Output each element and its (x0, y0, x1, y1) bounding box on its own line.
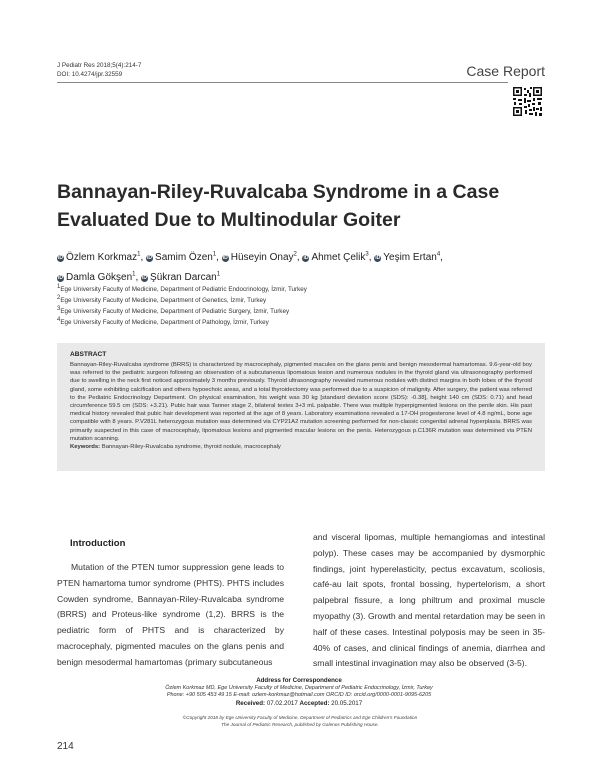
orcid-icon[interactable]: iD (222, 255, 228, 262)
orcid-icon[interactable]: iD (58, 255, 63, 262)
journal-meta (57, 61, 141, 79)
correspondence-heading: Address for Correspondence (256, 677, 342, 684)
keywords (70, 443, 532, 451)
affiliation: $^1$Ege University Faculty of Medicine, Department of Pediatric Endocrinology, İzmir, Turkey (57, 284, 307, 294)
affiliation: $^3$Ege University Faculty of Medicine, Department of Pediatric Surgery, İzmir, Turkey (57, 306, 290, 316)
author[interactable]: iD Damla Gökşen$^1$, (58, 271, 139, 283)
keywords-text: Bannayan-Riley-Ruvalcaba syndrome, thyroid nodule, macrocephaly (101, 444, 281, 451)
qr-code-icon (512, 86, 543, 117)
section-heading-introduction: Introduction (70, 538, 126, 549)
article-dates (149, 700, 449, 708)
page-number: 214 (57, 741, 74, 752)
author[interactable]: iD Ahmet Çelik$^3$, (303, 252, 372, 264)
received-date: 07.02.2017 (266, 699, 298, 707)
correspondence-block (149, 677, 449, 707)
header-divider (57, 82, 508, 83)
abstract-heading: ABSTRACT (70, 351, 107, 358)
orcid-icon[interactable]: iD (303, 255, 309, 262)
copyright-line-2: The Journal of Pediatric Research, published by Galenos Publishing House. (221, 722, 379, 727)
abstract-box (57, 343, 545, 471)
journal-reference: J Pediatr Res 2018;5(4):214-7 (57, 62, 142, 69)
orcid-icon[interactable]: iD (147, 255, 153, 262)
author[interactable]: iD Özlem Korkmaz$^1$, (58, 252, 144, 264)
received-label: Received: (235, 699, 266, 707)
author[interactable]: iD Şükran Darcan$^1$ (142, 271, 221, 283)
affiliation: $^2$Ege University Faculty of Medicine, Department of Genetics, İzmir, Turkey (57, 295, 267, 305)
accepted-date: 20.05.2017 (331, 699, 363, 707)
affiliations (57, 283, 307, 327)
orcid-icon[interactable]: iD (142, 274, 148, 281)
doi[interactable]: DOI: 10.4274/jpr.32559 (57, 71, 123, 78)
author[interactable]: iD Yeşim Ertan$^4$, (375, 252, 443, 264)
title-line-2: Evaluated Due to Multinodular Goiter (57, 209, 401, 231)
orcid-icon[interactable]: iD (375, 255, 381, 262)
copyright-line-1: ©Copyright 2018 by Ege University Faculty of Medicine, Department of Pediatrics and Ege Children's Foundation (182, 715, 418, 720)
copyright-notice (140, 714, 460, 728)
author-list (57, 247, 527, 286)
correspondence-author: Özlem Korkmaz MD, Ege University Faculty of Medicine, Department of Pediatric Endocrinology, İzmir, Turkey (165, 684, 433, 691)
orcid-icon[interactable]: iD (58, 274, 63, 281)
author[interactable]: iD Hüseyin Onay$^2$, (222, 252, 300, 264)
abstract-text: Bannayan-Riley-Ruvalcaba syndrome (BRRS) is characterized by macrocephaly, pigmented macules on the glans penis and benign mesodermal hamartomas. 9.6-year-old boy was referred to the pediatric surgeon following an observation of a subcutaneous lipomatous lesion and numerous nodules in the thyroid gland via ultrasonography performed due to swelling in the neck first noticed approximately 3 months previously. Thyroid ultrasonography revealed numerous nodules with distinct margins in both lobes of the thyroid gland, some exhibiting calcification and others hypoechoic areas, and a total thyroidectomy was performed due to a suspicion of malignity. After surgery, the patient was referred to the Pediatric Endocrinology Department. On physical examination, his weight was 30 kg [standard deviation score (SDS): -0.38], height 140 cm (SDS: 0.71) and head circumference 59.5 cm (SDS: +3.21). Pubic hair was Tanner stage 2, bilateral testes 3+3 mL palpable. There was multiple hyperpigmented lesions on the penile skin. His past medical history revealed that pubic hair development was reported at the age of 8 years. Laboratory examinations revealed a 17-OH progesterone level of 4.8 ng/mL, bone age compatible with 8 years. P.V281L heterozygous mutation was determined via CYP21A2 mutation screening performed for non-classic congenital adrenal hyperplasia. BRRS was primarily suspected in this case of macrocephaly, lipomatous lesions and pigmented macular lesions on the penis. Heterozygous p.C136R mutation was determined via PTEN mutation scanning. (70, 362, 532, 442)
affiliation: $^4$Ege University Faculty of Medicine, Department of Pathology, İzmir, Turkey (57, 317, 269, 327)
body-text-right-column: and visceral lipomas, multiple hemangiomas and intestinal polyp). These cases may be accompanied by dysmorphic findings, joint hyperelasticity, pectus excavatum, scoliosis, café-au lait spots, frontal bossing, hypertelorism, a short palpebral fissure, a long philtrum and proximal muscle myopathy (3). Growth and mental retardation may be seen in half of these cases. Intestinal polyposis may be seen in 35-40% of cases, and clinical findings of anemia, diarrhea and small intestinal invagination may also be observed (3-5). (313, 532, 545, 669)
article-type-label: Case Report (466, 63, 545, 79)
author[interactable]: iD Samim Özen$^1$, (147, 252, 219, 264)
accepted-label: Accepted: (299, 699, 330, 707)
title-line-1: Bannayan-Riley-Ruvalcaba Syndrome in a Case (57, 181, 500, 203)
article-title (57, 178, 527, 234)
body-text-left-column: Mutation of the PTEN tumor suppression gene leads to PTEN hamartoma tumor syndrome (PHTS). PHTS includes Cowden syndrome, Bannayan-Riley-Ruvalcaba syndrome (BRRS) and Proteus-like syndrome (1,2). BRRS is the pediatric form of PHTS and is characterized by macrocephaly, pigmented macules on the glans penis and benign mesodermal hamartomas (primary subcutaneous (57, 562, 284, 667)
keywords-label: Keywords: (70, 444, 101, 451)
correspondence-contact: Phone: +90 505 453 49 15 E-mail: ozlem-korkmaz@hotmail.com ORCID ID: orcid.org/0000-0001-9095-6205 (166, 692, 432, 698)
